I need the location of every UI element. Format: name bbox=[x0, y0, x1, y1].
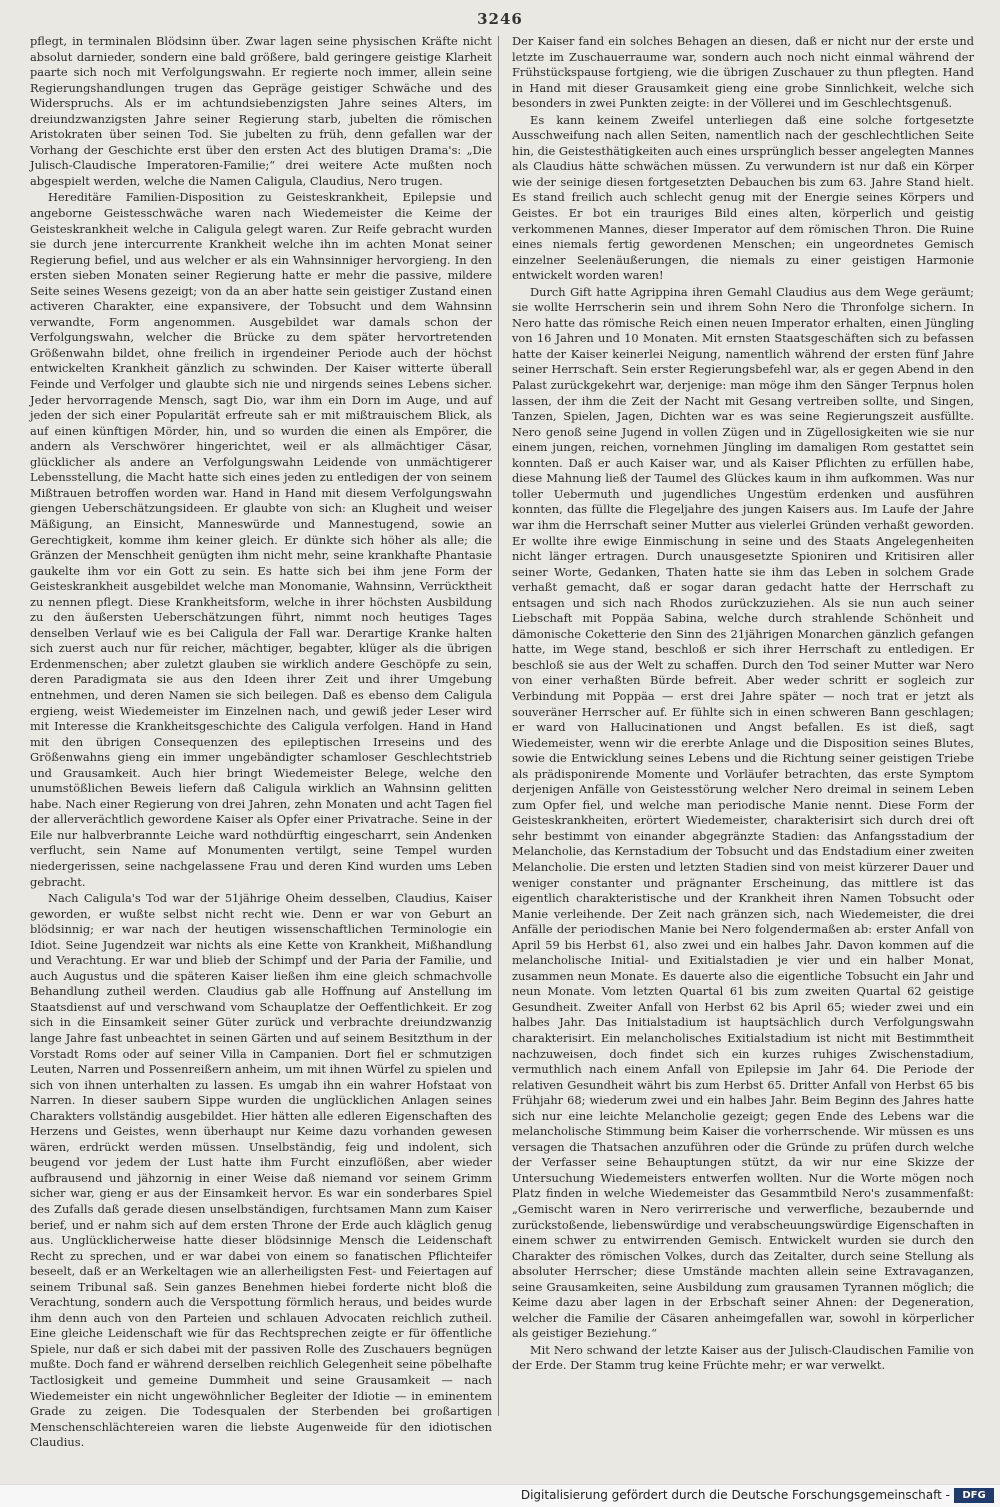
paragraph: Durch Gift hatte Agrippina ihren Gemahl Claudius aus dem Wege geräumt; sie wollte Herrscherin sein und ihrem Sohn Nero die Thronfolge sichern. In Nero hatte das römische Reich einen neuen Imperator erhalten, einen Jüngling von 16 Jahren und 10 Monaten. Mit ernsten Staatsgeschäften sich zu befassen hatte der Kaiser keinerlei Neigung, namentlich während der ersten fünf Jahre seiner Herrschaft. Sein erster Regierungsbefehl war, als er gegen Abend in den Palast zurückgekehrt war, derjenige: man möge ihm den Sänger Terpnus holen lassen, der ihm die Zeit der Nacht mit Gesang vertreiben sollte, und Singen, Tanzen, Spielen, Jagen, Dichten war es was seine Regierungszeit ausfüllte. Nero genoß seine Jugend in vollen Zügen und in Zügellosigkeiten wie sie nur einem jungen, reichen, vornehmen Jüngling im damaligen Rom gestattet sein konnten. Daß er auch Kaiser war, und als Kaiser Pflichten zu erfüllen habe, diese Mahnung ließ der Taumel des Glückes kaum in ihm aufkommen. Was nur toller Uebermuth und jugendliches Ungestüm erdenken und ausführen konnten, das füllte die Flegeljahre des jungen Kaisers aus. Im Laufe der Jahre war ihm die Herrschaft seiner Mutter aus vielerlei Gründen verhaßt geworden. Er wollte ihre ewige Einmischung in seine und des Staats Angelegenheiten nicht länger ertragen. Durch unausgesetzte Spioniren und Kritisiren aller seiner Worte, Gedanken, Thaten hatte sie ihm das Leben in solchem Grade verhaßt gemacht, daß er sogar daran gedacht hatte der Herrschaft zu entsagen und sich nach Rhodos zurückzuziehen. Als sie nun auch seiner Liebschaft mit Poppäa Sabina, welche durch strahlende Schönheit und dämonische Coketterie den Sinn des 21jährigen Monarchen gänzlich gefangen hatte, im Wege stand, beschloß er sich ihrer Herrschaft zu entledigen. Er beschloß sie aus der Welt zu schaffen. Durch den Tod seiner Mutter war Nero von einer verhaßten Bürde befreit. Aber weder schritt er sogleich zur Verbindung mit Poppäa — erst drei Jahre später — noch trat er jetzt als souveräner Herrscher auf. Er fühlte sich in einen schweren Bann geschlagen; er ward von Hallucinationen und Angst befallen. Es ist dieß, sagt Wiedemeister, wenn wir die ererbte Anlage und die Disposition seines Blutes, sowie die Entwicklung seines Lebens und die Richtung seiner geistigen Triebe als prädisponirende Momente und Vorläufer betrachten, das erste Symptom derjenigen Anfälle von Geistesstörung welcher Nero dreimal in seinem Leben zum Opfer fiel, und welche man periodische Manie nennt. Diese Form der Geisteskrankheiten, erörtert Wiedemeister, charakterisirt sich durch drei oft sehr bestimmt von einander abgegränzte Stadien: das Anfangsstadium der Melancholie, das Kernstadium der Tobsucht und das Endstadium einer zweiten Melancholie. Die ersten und letzten Stadien sind von meist kürzerer Dauer und weniger constanter und prägnanter Erscheinung, das mittlere ist das eigentlich charakteristische und der Krankheit ihren Namen Tobsucht oder Manie verleihende. Der Zeit nach gränzen sich, nach Wiedemeister, die drei Anfälle der periodischen Manie bei Nero folgendermaßen ab: erster Anfall von April 59 bis Herbst 61, also zwei und ein halbes Jahr. Davon kommen auf die melancholische Initial- und Exitialstadien je vier und ein halber Monat, zusammen neun Monate. Es dauerte also die eigentliche Tobsucht ein Jahr und neun Monate. Vom letzten Quartal 61 bis zum zweiten Quartal 62 geistige Gesundheit. Zweiter Anfall von Herbst 62 bis April 65; wieder zwei und ein halbes Jahr. Das Initialstadium ist hauptsächlich durch Verfolgungswahn charakterisirt. Ein melancholisches Exitialstadium ist nicht mit Bestimmtheit nachzuweisen, doch findet sich ein kurzes ruhiges Zwischenstadium, vermuthlich nach einem Anfall von Epilepsie im Jahr 64. Die Periode der relativen Gesundheit währt bis zum Herbst 65. Dritter Anfall von Herbst 65 bis Frühjahr 68; wiederum zwei und ein halbes Jahr. Beim Beginn des Jahres hatte sich nur eine leichte Melancholie gezeigt; gegen Ende des Lebens war die melancholische Stimmung beim Kaiser die vorherrschende. Wir müssen es uns versagen die Thatsachen anzuführen oder die Gründe zu prüfen durch welche der Verfasser seine Behauptungen stützt, da wir nur eine Skizze der Untersuchung Wiedemeisters entwerfen wollten. Nur die Worte mögen noch Platz finden in welche Wiedemeister das Gesammtbild Nero's zusammenfaßt: „Gemischt waren in Nero verirrerische und verwerfliche, bezaubernde und zurückstoßende, liebenswürdige und verabscheuungswürdige Eigenschaften in einem schwer zu entwirrenden Gemisch. Entwickelt wurden sie durch den Charakter des römischen Volkes, durch das Zeitalter, durch seine Stellung als absoluter Herrscher; diese Umstände machten allein seine Extravaganzen, seine Grausamkeiten, seine Ausbildung zum grausamen Tyrannen möglich; die Keime dazu aber lagen in der Erbschaft seiner Ahnen: der Degeneration, welcher die Familie der Cäsaren anheimgefallen war, sowohl in körperlicher als geistiger Beziehung.“ bbox=[512, 284, 974, 1341]
right-column bbox=[512, 34, 974, 1434]
paragraph: Mit Nero schwand der letzte Kaiser aus der Julisch-Claudischen Familie von der Erde. Der Stamm trug keine Früchte mehr; er war verwelkt. bbox=[512, 1342, 974, 1373]
paragraph: Der Kaiser fand ein solches Behagen an diesen, daß er nicht nur der erste und letzte im Zuschauerraume war, sondern auch noch nicht einmal während der Frühstückspause fortgieng, wie die übrigen Zuschauer zu thun pflegten. Hand in Hand mit dieser Grausamkeit gieng eine grobe Sinnlichkeit, welche sich besonders in zwei Punkten zeigte: in der Völlerei und im Geschlechtsgenuß. bbox=[512, 34, 974, 111]
paragraph: Hereditäre Familien-Disposition zu Geisteskrankheit, Epilepsie und angeborne Geistesschwäche waren nach Wiedemeister die Keime der Geisteskrankheit welche in Caligula gelegt waren. Zur Reife gebracht wurden sie durch jene intercurrente Krankheit welche ihn im achten Monat seiner Regierung befiel, und aus welcher er als ein Wahnsinniger hervorgieng. In den ersten sieben Monaten seiner Regierung hatte er mehr die passive, mildere Seite seines Wesens gezeigt; von da an aber hatte sein geistiger Zustand einen activeren Charakter, eine expansivere, der Tobsucht und dem Wahnsinn verwandte, Form angenommen. Ausgebildet war damals schon der Verfolgungswahn, welcher die Brücke zu dem später hervortretenden Größenwahn bildet, ohne freilich in irgendeiner Periode auch der höchst entwickelten Krankheit gänzlich zu schwinden. Der Kaiser witterte überall Feinde und Verfolger und glaubte sich nie und nirgends seines Lebens sicher. Jeder hervorragende Mensch, sagt Dio, war ihm ein Dorn im Auge, und auf jeden der sich einer Popularität erfreute sah er mit mißtrauischem Blick, als auf einen künftigen Mörder, hin, und so wurden die einen als Empörer, die andern als Verschwörer hingerichtet, weil er als allmächtiger Cäsar, glücklicher als andere an Verfolgungswahn Leidende von unmächtigerer Lebensstellung, die Macht hatte sich eines jeden zu entledigen der von seinem Mißtrauen betroffen worden war. Hand in Hand mit diesem Verfolgungswahn giengen Ueberschätzungsideen. Er glaubte von sich: an Klugheit und weiser Mäßigung, an Einsicht, Manneswürde und Mannestugend, sowie an Gerechtigkeit, komme ihm keiner gleich. Er dünkte sich höher als alle; die Gränzen der Menschheit genügten ihm nicht mehr, seine krankhafte Phantasie gaukelte ihm vor ein Gott zu sein. Es hatte sich bei ihm jene Form der Geisteskrankheit ausgebildet welche man Monomanie, Wahnsinn, Verrücktheit zu nennen pflegt. Diese Krankheitsform, welche in ihrer höchsten Ausbildung zu den äußersten Ueberschätzungen führt, nimmt noch heutiges Tages denselben Verlauf wie es bei Caligula der Fall war. Derartige Kranke halten sich zuerst auch nur für reicher, mächtiger, begabter, klüger als die übrigen Erdenmenschen; aber zuletzt glauben sie wirklich andere Geschöpfe zu sein, deren Paradigmata sie aus den Ideen ihrer Zeit und ihrer Umgebung entnehmen, und deren Namen sie sich beilegen. Daß es ebenso dem Caligula ergieng, weist Wiedemeister im Einzelnen nach, und gewiß jeder Leser wird mit Interesse die Krankheitsgeschichte des Caligula verfolgen. Hand in Hand mit den übrigen Consequenzen des epileptischen Irreseins und des Größenwahns gieng ein immer ungebändigter schamloser Geschlechtstrieb und Grausamkeit. Auch hier bringt Wiedemeister Belege, welche den unumstößlichen Beweis liefern daß Caligula wirklich an Wahnsinn gelitten habe. Nach einer Regierung von drei Jahren, zehn Monaten und acht Tagen fiel der allerverächtlich gewordene Kaiser als Opfer einer Privatrache. Seine in der Eile nur halbverbrannte Leiche ward nothdürftig eingescharrt, sein Andenken verflucht, sein Name auf Monumenten vertilgt, seine Tempel wurden niedergerissen, seine nachgelassene Frau und deren Kind wurden ums Leben gebracht. bbox=[30, 190, 492, 889]
footer-credit: Digitalisierung gefördert durch die Deutsche Forschungsgemeinschaft - bbox=[520, 1488, 950, 1502]
paragraph: Nach Caligula's Tod war der 51jährige Oheim desselben, Claudius, Kaiser geworden, er wußte selbst nicht recht wie. Denn er war von Geburt an blödsinnig; er war nach der heutigen wissenschaftlichen Terminologie ein Idiot. Seine Jugendzeit war nichts als eine Kette von Krankheit, Mißhandlung und Verachtung. Er war und blieb der Schimpf und der Paria der Familie, und auch Augustus und die späteren Kaiser ließen ihm eine gleich schmachvolle Behandlung zutheil werden. Claudius gab alle Hoffnung auf Anstellung im Staatsdienst auf und verschwand vom Schauplatze der Oeffentlichkeit. Er zog sich in die Einsamkeit seiner Güter zurück und verbrachte dreiundzwanzig lange Jahre fast unbeachtet in seinen Gärten und auf seinem Besitzthum in der Vorstadt Roms oder auf seiner Villa in Campanien. Dort fiel er schmutzigen Leuten, Narren und Possenreißern anheim, um mit ihnen Würfel zu spielen und sich von ihnen unterhalten zu lassen. Es umgab ihn ein wahrer Hofstaat von Narren. In dieser saubern Sippe wurden die unglücklichen Anlagen seines Charakters vollständig ausgebildet. Hier hätten alle edleren Eigenschaften des Herzens und Geistes, wenn überhaupt nur Keime dazu vorhanden gewesen wären, erdrückt werden müssen. Unselbständig, feig und indolent, sich beugend vor jedem der Lust hatte ihm Furcht einzuflößen, aber wieder aufbrausend und jähzornig in einer Weise daß niemand vor seinem Grimm sicher war, gieng er aus der Einsamkeit hervor. Es war ein sonderbares Spiel des Zufalls daß gerade diesen unselbständigen, furchtsamen Mann zum Kaiser berief, und er nahm sich auf dem ersten Throne der Erde auch kläglich genug aus. Unglücklicherweise hatte dieser blödsinnige Mensch die Leidenschaft Recht zu sprechen, und er war dabei von einem so fanatischen Pflichteifer beseelt, daß er an Werkeltagen wie an allerheiligsten Fest- und Feiertagen auf seinem Tribunal saß. Sein ganzes Benehmen hiebei forderte nicht bloß die Verachtung, sondern auch die Verspottung förmlich heraus, und beides wurde ihm denn auch von den Parteien und schlauen Advocaten reichlich zutheil. Eine gleiche Leidenschaft wie für das Rechtsprechen zeigte er für öffentliche Spiele, nur daß er sich dabei mit der passiven Rolle des Zuschauers begnügen mußte. Doch fand er während derselben reichlich Gelegenheit seine pöbelhafte Tactlosigkeit und gemeine Dummheit und seine Grausamkeit — nach Wiedemeister ein nicht ungewöhnlicher Begleiter der Idiotie — in eminentem Grade zu zeigen. Die Todesqualen der Sterbenden bei großartigen Menschenschlächtereien waren die liebste Augenweide für den idiotischen Claudius. bbox=[30, 891, 492, 1450]
page-number: 3246 bbox=[477, 10, 523, 28]
dfg-logo: DFG bbox=[954, 1488, 994, 1503]
paragraph: pflegt, in terminalen Blödsinn über. Zwar lagen seine physischen Kräfte nicht absolut darnieder, sondern eine bald größere, bald geringere geistige Klarheit paarte sich noch mit Verfolgungswahn. Er regierte noch immer, allein seine Regierungshandlungen trugen das Gepräge geistiger Schwäche und des Widerspruchs. Als er im achtundsiebenzigsten Jahre seines Alters, im dreiundzwanzigsten Jahre seiner Regierung starb, jubelten die römischen Aristokraten über seinen Tod. Sie jubelten zu früh, denn gefallen war der Vorhang der Geschichte erst über den ersten Act des blutigen Drama's: „Die Julisch-Claudische Imperatoren-Familie;“ drei weitere Acte mußten noch abgespielt werden, welche die Namen Caligula, Claudius, Nero trugen. bbox=[30, 34, 492, 188]
column-divider bbox=[498, 36, 499, 1416]
digitization-footer bbox=[0, 1484, 1000, 1507]
left-column bbox=[30, 34, 492, 1450]
paragraph: Es kann keinem Zweifel unterliegen daß eine solche fortgesetzte Ausschweifung nach allen Seiten, namentlich nach der geschlechtlichen Seite hin, die Geistesthätigkeiten auch eines ursprünglich besser angelegten Mannes als Claudius hätte schwächen müssen. Zu verwundern ist nur daß ein Körper wie der seinige diesen fortgesetzten Debauchen bis zum 63. Jahre Stand hielt. Es stand freilich auch schlecht genug mit der Energie seines Körpers und Geistes. Er bot ein trauriges Bild eines alten, körperlich und geistig verkommenen Mannes, dieser Imperator auf dem römischen Thron. Die Ruine eines niemals fertig gewordenen Menschen; ein ungeordnetes Gemisch einzelner Seelenäußerungen, die niemals zu einer geistigen Harmonie entwickelt worden waren! bbox=[512, 112, 974, 283]
